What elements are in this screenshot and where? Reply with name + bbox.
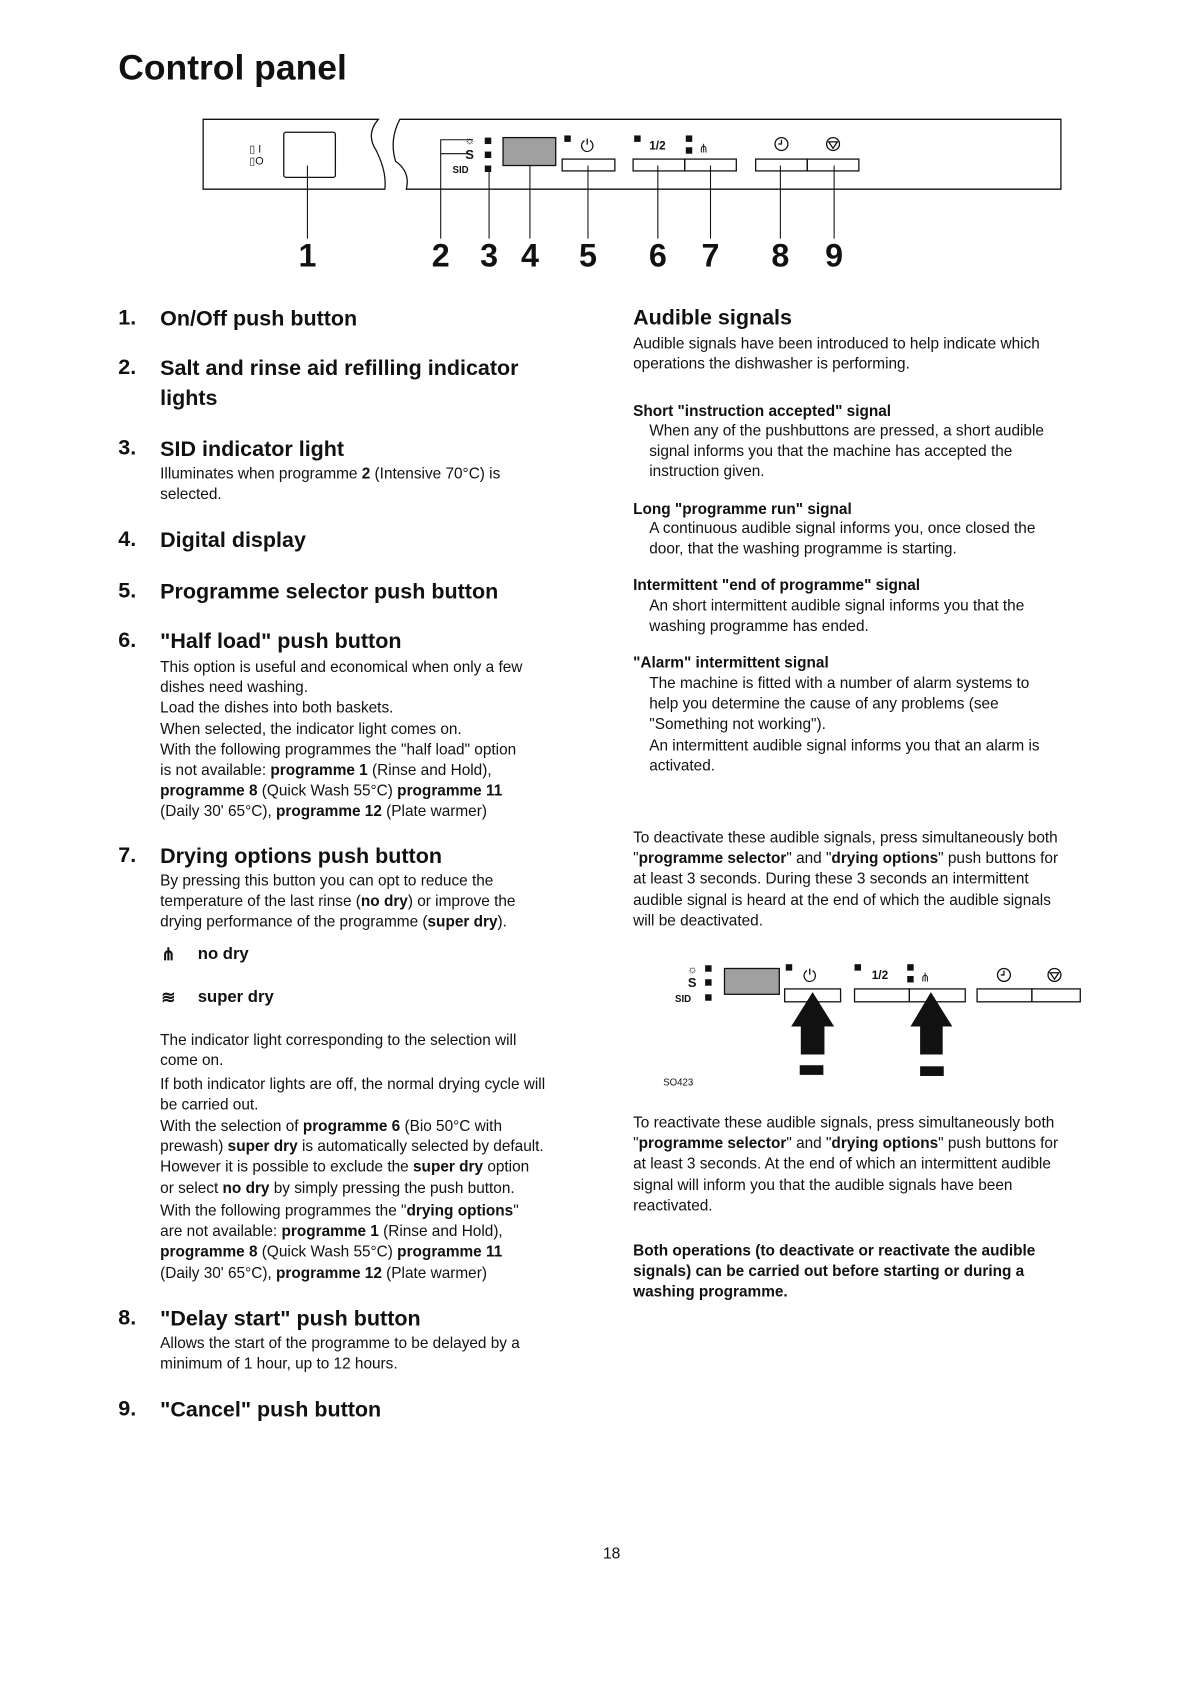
text-run: To reactivate these audible signals, press simultaneously both " [633, 1114, 1055, 1153]
item-title: Digital display [160, 528, 306, 553]
text-run: (Bio 50°C with prewash) [160, 1117, 502, 1156]
power-icon: ⏻ [802, 965, 817, 986]
page-title: Control panel [118, 47, 347, 88]
text-run: Illuminates when programme [160, 465, 362, 483]
bold-text: Both operations (to deactivate or reactivate the audible signals) can be carried out before starting or during a washing programme. [633, 1242, 1036, 1302]
text-run: ). [497, 914, 507, 932]
text-run: The machine is fitted with a number of alarm systems to help you determine the cause of any problems (see "Something not working"). An intermittent audible signal informs you that an alarm is activated. [649, 675, 1040, 775]
callout-9: 9 [825, 237, 844, 274]
item-number: 6. [118, 628, 137, 653]
super-dry-icon: ≋ [161, 988, 176, 1008]
text-run: is automatically selected by default. However it is possible to exclude the [160, 1138, 544, 1177]
bold-text: drying options [831, 1135, 939, 1153]
on-off-button [284, 132, 336, 177]
digital-display [724, 968, 779, 994]
bold-text: super dry [413, 1159, 484, 1177]
item-title: On/Off push button [160, 307, 358, 332]
text-run: option or select [160, 1159, 530, 1198]
item-title: "Half load" push button [160, 629, 402, 654]
bold-text: programme 8 [160, 1244, 258, 1262]
text-run: " are not available: [160, 1202, 519, 1241]
signal-description [649, 674, 1039, 777]
signal-name: Long "programme run" signal [633, 500, 852, 519]
rinse-aid-icon: ☼ [686, 961, 698, 976]
signal-name: Short "instruction accepted" signal [633, 403, 892, 421]
item-description [160, 1202, 518, 1285]
programme-selector-button [562, 159, 615, 171]
no-dry-icon: ⋔ [161, 945, 176, 965]
bold-text: programme 1 [281, 1223, 379, 1241]
text-run: " push buttons for at least 3 seconds. During these 3 seconds an intermittent audible signal is heard at the end of which the audible signals will be deactivated. [633, 850, 1059, 930]
item-description [160, 1117, 544, 1200]
control-panel-diagram [0, 0, 1192, 290]
item-number: 4. [118, 527, 137, 552]
signal-description [649, 519, 1035, 560]
no-dry-label: no dry [197, 944, 249, 964]
signal-name: "Alarm" intermittent signal [633, 654, 829, 672]
sid-label: SID [675, 993, 692, 1005]
drying-options-button [909, 989, 965, 1002]
callout-6: 6 [648, 237, 667, 274]
text-run: This option is useful and economical when only a few dishes need washing. Load the dishes into both baskets. When selected, the indicator light comes on. With the following programmes the "half load" option is not available: [160, 658, 523, 780]
signal-name: Intermittent "end of programme" signal [633, 577, 921, 595]
cancel-button [1032, 989, 1080, 1002]
bold-text: programme 12 [275, 803, 382, 821]
item-number: 7. [118, 843, 137, 868]
item-number: 1. [118, 306, 137, 330]
super-dry-label: super dry [197, 987, 274, 1007]
half-load-button [855, 989, 910, 1002]
signal-description [649, 421, 1044, 483]
text-run: " and " [786, 850, 832, 868]
text-run: If both indicator lights are off, the normal drying cycle will be carried out. [160, 1075, 546, 1114]
text-run: (Rinse and Hold), [383, 1223, 503, 1241]
item-number: 8. [118, 1306, 137, 1330]
callout-4: 4 [520, 237, 539, 274]
rinse-aid-icon: ☼ [464, 133, 476, 148]
item-title: "Cancel" push button [160, 1398, 382, 1423]
drying-options-icon: ⋔ [920, 970, 931, 985]
item-number: 3. [118, 436, 137, 461]
bold-text: programme 6 [302, 1117, 401, 1136]
half-load-icon: 1/2 [649, 138, 666, 153]
delay-start-button [756, 159, 808, 171]
audible-signal-diagram [645, 951, 1096, 1096]
callout-5: 5 [579, 237, 597, 274]
bold-text: no dry [360, 893, 408, 911]
half-load-icon: 1/2 [871, 968, 889, 983]
audible-signals-heading: Audible signals [633, 306, 792, 330]
text-run: With the selection of [160, 1117, 303, 1136]
text-run: (Intensive 70°C) is selected. [160, 465, 501, 504]
sid-label: SID [452, 165, 469, 177]
figure-code: SO423 [663, 1077, 694, 1089]
text-run: (Daily 30' 65°C), [160, 1264, 272, 1282]
page-number: 18 [603, 1545, 621, 1563]
panel-right-section [393, 119, 1061, 189]
text-run: " and " [786, 1135, 832, 1153]
text-run: Allows the start of the programme to be delayed by a minimum of 1 hour, up to 12 hours. [160, 1335, 520, 1373]
callout-1: 1 [298, 237, 317, 274]
on-off-symbol: ▯ I [249, 143, 262, 156]
text-run: By pressing this button you can opt to reduce the temperature of the last rinse ( [160, 872, 494, 911]
item-description [160, 1031, 516, 1072]
bold-text: super dry [227, 1138, 298, 1156]
item-title: SID indicator light [160, 437, 345, 462]
item-description [160, 464, 500, 505]
bold-text: programme selector [638, 1135, 787, 1153]
bold-text: no dry [222, 1179, 270, 1198]
bold-text: programme 11 [397, 1244, 503, 1262]
text-run: by simply pressing the push button. [269, 1179, 515, 1198]
bold-text: programme 11 [397, 782, 503, 800]
bold-text: programme 12 [275, 1264, 382, 1282]
item-title: Programme selector push button [160, 580, 499, 605]
cancel-button [807, 159, 859, 171]
audible-intro [633, 334, 1040, 375]
half-load-button [633, 159, 685, 171]
reactivate-instructions [633, 1114, 1058, 1217]
signal-description [649, 597, 1024, 638]
svg-text:▯O: ▯O [249, 155, 264, 168]
bold-text: super dry [427, 914, 498, 932]
delay-start-button [977, 989, 1032, 1002]
item-number: 5. [118, 579, 137, 604]
text-run: A continuous audible signal informs you, once closed the door, that the washing programme is starting. [649, 520, 1036, 559]
text-run: (Quick Wash 55°C) [257, 1244, 398, 1262]
panel-left-section [203, 119, 385, 189]
deactivate-instructions [633, 829, 1058, 932]
text-run: With the following programmes the " [160, 1202, 407, 1221]
power-icon: ⏻ [580, 135, 595, 156]
bold-text: drying options [831, 850, 939, 868]
audible-note [633, 1242, 1035, 1304]
text-run: (Quick Wash 55°C) [257, 782, 398, 800]
item-description [160, 1075, 545, 1116]
text-run: (Daily 30' 65°C), [160, 803, 272, 821]
text-run: To deactivate these audible signals, press simultaneously both " [633, 829, 1058, 868]
text-run: (Rinse and Hold), [371, 762, 492, 780]
bold-text: drying options [406, 1202, 514, 1221]
text-run: An short intermittent audible signal informs you that the washing programme has ended. [649, 597, 1025, 636]
drying-options-icon: ⋔ [698, 141, 709, 156]
callout-2: 2 [431, 237, 450, 274]
item-number: 2. [118, 355, 137, 380]
text-run: (Plate warmer) [381, 1264, 487, 1282]
text-run: When any of the pushbuttons are pressed, a short audible signal informs you that the machine has accepted the instruction given. [649, 422, 1044, 481]
bold-text: programme 8 [160, 782, 258, 800]
salt-icon: S [465, 147, 475, 163]
salt-icon: S [687, 974, 697, 990]
text-run: " push buttons for at least 3 seconds. At the end of which an intermittent audible signal will inform you that the audible signals have been reactivated. [633, 1135, 1059, 1215]
callout-3: 3 [480, 237, 499, 274]
text-run: Audible signals have been introduced to help indicate which operations the dishwasher is performing. [633, 335, 1040, 374]
text-run: The indicator light corresponding to the selection will come on. [160, 1031, 517, 1070]
callout-8: 8 [771, 237, 790, 274]
bold-text: programme selector [638, 850, 787, 868]
digital-display [503, 138, 556, 166]
bold-text: 2 [361, 465, 371, 483]
callout-7: 7 [701, 237, 720, 274]
item-description [160, 1334, 520, 1375]
item-description [160, 658, 522, 823]
text-run: (Plate warmer) [381, 803, 487, 821]
text-run: ) or improve the drying performance of the programme ( [160, 893, 516, 932]
item-description [160, 872, 515, 934]
item-number: 9. [118, 1397, 137, 1422]
item-title: Salt and rinse aid refilling indicator lights [160, 356, 519, 411]
item-title: "Delay start" push button [160, 1307, 421, 1331]
bold-text: programme 1 [270, 762, 368, 780]
item-title: Drying options push button [160, 844, 442, 869]
